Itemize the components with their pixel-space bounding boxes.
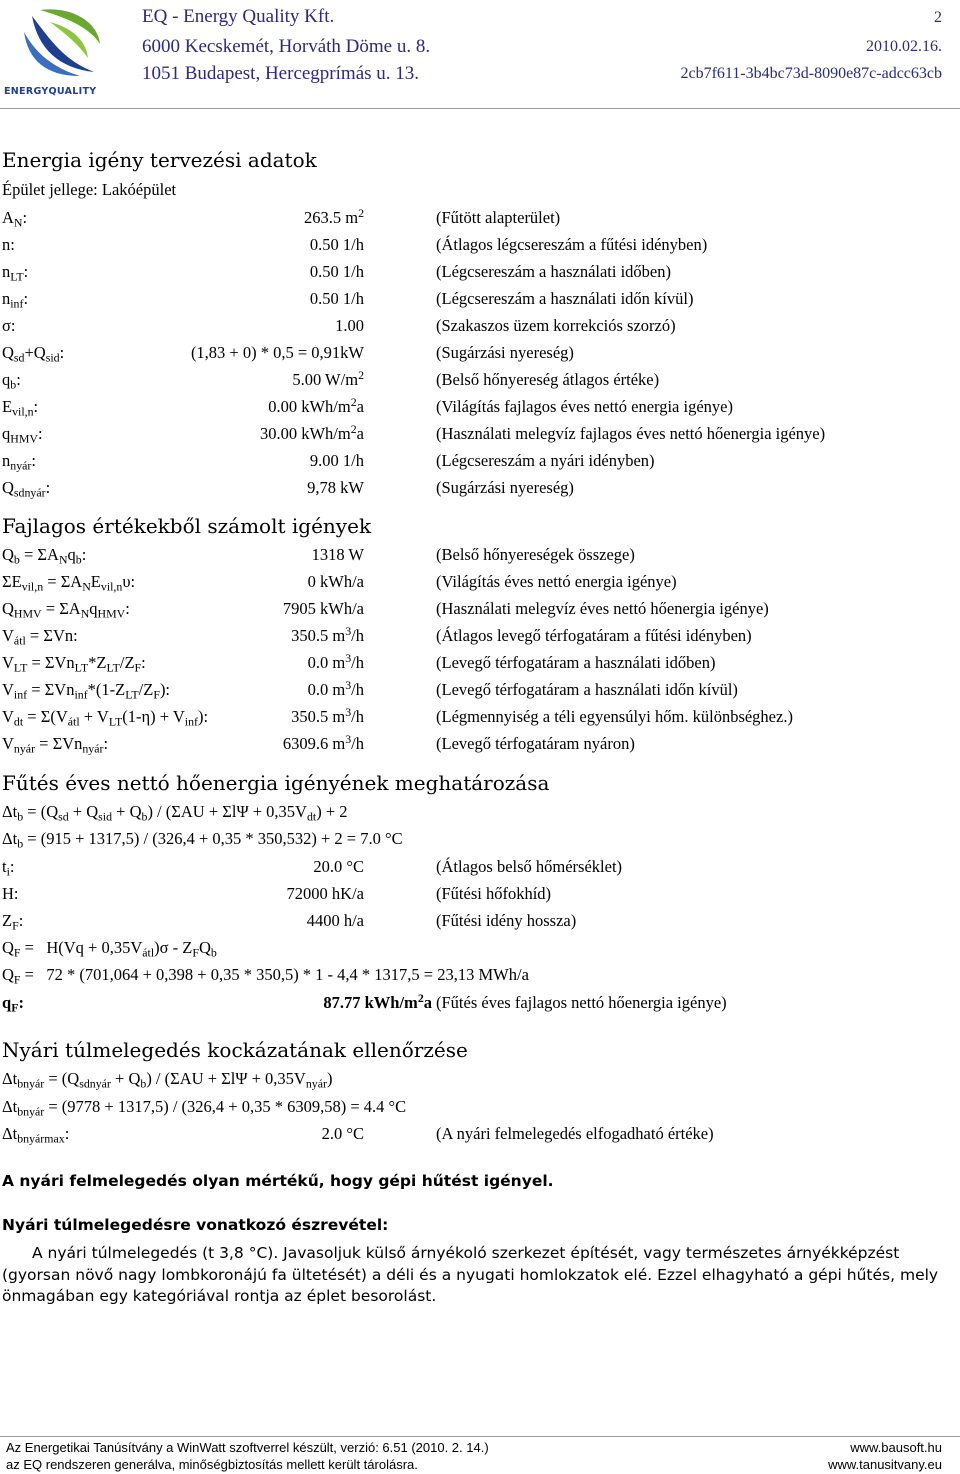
data-row [0, 545, 960, 571]
footer-left-1: Az Energetikai Tanúsítvány a WinWatt szoftverrel készült, verzió: 6.51 (2010. 2. 14.) [6, 1440, 489, 1455]
row-value: 0 kWh/a [307, 572, 364, 591]
row-description: (Levegő térfogatáram nyáron) [436, 734, 635, 753]
section-title-specific: Fajlagos értékekből számolt igények [2, 514, 372, 538]
row-description: (Szakaszos üzem korrekciós szorzó) [436, 316, 676, 335]
qf-formula: $Q_F = H(Vq + 0,35V_{átl})\sigma - Z_FQ_b$ [2, 938, 217, 960]
row-description: (Átlagos belső hőmérséklet) [436, 857, 623, 876]
data-row [0, 993, 960, 1019]
row-label: $q_F$: [2, 993, 24, 1015]
row-label: $V_{átl} = \Sigma Vn$: [2, 626, 78, 648]
remark-text: A nyári túlmelegedés (t 3,8 °C). Javasoljuk külső árnyékoló szerkezet építését, vagy természetes árnyékképzést (gyorsan növő nagy lombkoronájú fa ültetését) a déli és a nyugati homlokzatok elé. Ezzel elhagyható a gépi hűtés, mely önmagában egy kategóriával rontja az éplet besorolást. [2, 1244, 939, 1305]
data-row [0, 653, 960, 679]
row-label: $Q_{sdnyár}$: [2, 478, 51, 500]
data-row [0, 707, 960, 733]
row-value: 87.77 kWh/$m^2a$ [323, 991, 432, 1012]
building-type: Épület jellege: Lakóépület [2, 180, 177, 199]
row-description: (Fűtés éves fajlagos nettó hőenergia igénye) [436, 993, 727, 1012]
company-address-1: 6000 Kecskemét, Horváth Döme u. 8. [142, 36, 431, 57]
data-row [0, 884, 960, 910]
building-type-row [0, 180, 960, 206]
row-value: 72000 hK/a [286, 884, 364, 903]
section-title-summer: Nyári túlmelegedés kockázatának ellenőrzése [2, 1038, 468, 1062]
row-value: (1,83 + 0) * 0,5 = 0,91kW [190, 343, 364, 362]
row-value: 2.0 °C [321, 1124, 364, 1143]
footer-link-tanusitvany[interactable]: www.tanusitvany.eu [828, 1457, 942, 1472]
row-label: σ: [2, 316, 16, 335]
row-label: $Q_{sd}+Q_{sid}$: [2, 343, 65, 365]
footer-divider [0, 1436, 960, 1437]
heating-formula-2: $\Delta t_b = (915 + 1317,5) / (326,4 + 0,35 * 350,532) + 2 = 7.0$ °C [2, 829, 403, 851]
row-label: $A_N$: [2, 208, 28, 230]
row-description: (Fűtött alapterület) [436, 208, 561, 227]
row-description: (A nyári felmelegedés elfogadható értéke) [436, 1124, 714, 1143]
row-label: $\Delta t_{bnyármax}$: [2, 1124, 70, 1146]
row-label: $Z_F$: [2, 911, 24, 933]
formula-line [0, 802, 960, 828]
data-row [0, 680, 960, 706]
data-row [0, 424, 960, 450]
summer-statement: A nyári felmelegedés olyan mértékű, hogy gépi hűtést igényel. [2, 1172, 554, 1190]
row-value: 9.00 1/h [309, 451, 364, 470]
heating-formula-1: $\Delta t_b = (Q_{sd} + Q_{sid} + Q_b) / (\Sigma AU + \Sigma l\Psi + 0,35V_{dt}) + 2$ [2, 802, 348, 824]
row-label: $V_{LT} = \Sigma Vn_{LT}*Z_{LT}/Z_F$: [2, 653, 146, 675]
row-value: 1.00 [335, 316, 364, 335]
row-description: (Átlagos levegő térfogatáram a fűtési idényben) [436, 626, 752, 645]
document-date: 2010.02.16. [866, 38, 942, 55]
row-value: 0.50 1/h [309, 289, 364, 308]
formula-line [0, 1097, 960, 1123]
section-title-design-data: Energia igény tervezési adatok [2, 148, 317, 172]
row-value: 0.0 $m^3/h$ [307, 651, 364, 672]
data-row [0, 1124, 960, 1150]
row-description: (Használati melegvíz fajlagos éves nettó hőenergia igénye) [436, 424, 826, 443]
row-value: 6309.6 $m^3/h$ [282, 732, 364, 753]
row-description: (Levegő térfogatáram a használati időben) [436, 653, 716, 672]
formula-line [0, 1069, 960, 1095]
formula-line [0, 938, 960, 964]
company-name: EQ - Energy Quality Kft. [142, 6, 335, 27]
row-label: $E_{vil,n}$: [2, 397, 39, 419]
logo-wordmark: ENERGYQUALITY [4, 86, 97, 97]
row-description: (Légmennyiség a téli egyensúlyi hőm. különbséghez.) [436, 707, 793, 726]
summer-formula-2: $\Delta t_{bnyár} = (9778 + 1317,5) / (326,4 + 0,35 * 6309,58) = 4.4$ °C [2, 1097, 407, 1119]
row-label: $\Sigma E_{vil,n} = \Sigma A_NE_{vil,n}\upsilon$: [2, 572, 136, 594]
row-label: $n_{LT}$: [2, 262, 29, 284]
row-description: (Sugárzási nyereség) [436, 478, 574, 497]
row-description: (Világítás éves nettó energia igénye) [436, 572, 677, 591]
row-value: 1318 W [311, 545, 364, 564]
formula-line [0, 829, 960, 855]
data-row [0, 289, 960, 315]
data-row [0, 451, 960, 477]
section-title-heating: Fűtés éves nettó hőenergia igényének meghatározása [2, 771, 550, 795]
row-description: (Fűtési idény hossza) [436, 911, 577, 930]
row-value: 350.5 $m^3/h$ [291, 705, 364, 726]
row-description: (Belső hőnyereség átlagos értéke) [436, 370, 660, 389]
qf-calculation: $Q_F = 72 * (701,064 + 0,398 + 0,35 * 350,5) * 1 - 4,4 * 1317,5 = 23,13$ MWh/a [2, 965, 529, 987]
data-row [0, 235, 960, 261]
footer-left-2: az EQ rendszeren generálva, minőségbiztosítás mellett került tárolásra. [6, 1457, 418, 1472]
data-row [0, 626, 960, 652]
formula-line [0, 965, 960, 991]
data-row [0, 478, 960, 504]
row-label: $q_{HMV}$: [2, 424, 43, 446]
row-description: (Fűtési hőfokhíd) [436, 884, 552, 903]
row-value: 30.00 kWh/$m^2a$ [259, 422, 364, 443]
data-row [0, 857, 960, 883]
row-label: $Q_{HMV} = \Sigma A_Nq_{HMV}$: [2, 599, 130, 621]
footer-link-bausoft[interactable]: www.bausoft.hu [850, 1440, 942, 1455]
data-row [0, 734, 960, 760]
data-row [0, 208, 960, 234]
row-value: 20.0 °C [313, 857, 364, 876]
row-label: $q_b$: [2, 370, 21, 392]
row-description: (Átlagos légcsereszám a fűtési idényben) [436, 235, 708, 254]
row-description: (Légcsereszám a nyári idényben) [436, 451, 655, 470]
data-row [0, 397, 960, 423]
data-row [0, 572, 960, 598]
row-value: 0.00 kWh/$m^2a$ [268, 395, 364, 416]
data-row [0, 262, 960, 288]
row-value: 4400 h/a [306, 911, 364, 930]
row-description: (Használati melegvíz éves nettó hőenergia igénye) [436, 599, 769, 618]
document-id: 2cb7f611-3b4bc73d-8090e87c-adcc63cb [680, 65, 942, 82]
company-address-2: 1051 Budapest, Hercegprímás u. 13. [142, 63, 420, 84]
data-row [0, 599, 960, 625]
row-description: (Sugárzási nyereség) [436, 343, 574, 362]
row-description: (Világítás fajlagos éves nettó energia igénye) [436, 397, 733, 416]
row-label: H: [2, 884, 19, 903]
row-label: $V_{inf} = \Sigma Vn_{inf}*(1-Z_{LT}/Z_F)$: [2, 680, 171, 702]
row-label: $n_{inf}$: [2, 289, 29, 311]
row-value: 7905 kWh/a [282, 599, 364, 618]
row-label: $V_{dt} = \Sigma(V_{átl} + V_{LT}(1-\eta) + V_{inf})$: [2, 707, 209, 729]
row-value: 5.00 $W/m^2$ [292, 368, 364, 389]
row-description: (Légcsereszám a használati időn kívül) [436, 289, 694, 308]
header-divider [0, 108, 960, 109]
row-label: $V_{nyár} = \Sigma Vn_{nyár}$: [2, 734, 109, 756]
data-row [0, 316, 960, 342]
row-label: $t_i$: [2, 857, 15, 879]
row-value: 0.50 1/h [309, 235, 364, 254]
data-row [0, 370, 960, 396]
row-value: 0.50 1/h [309, 262, 364, 281]
summer-formula-1: $\Delta t_{bnyár} = (Q_{sdnyár} + Q_b) / (\Sigma AU + \Sigma l\Psi + 0,35V_{nyár})$ [2, 1069, 333, 1091]
row-label: $Q_b = \Sigma A_Nq_b$: [2, 545, 87, 567]
page-number: 2 [934, 9, 942, 26]
row-value: 9,78 kW [307, 478, 364, 497]
row-label: n: [2, 235, 15, 254]
remark-title: Nyári túlmelegedésre vonatkozó észrevétel: [2, 1216, 389, 1234]
company-logo [2, 2, 114, 98]
row-description: (Levegő térfogatáram a használati időn kívül) [436, 680, 738, 699]
row-description: (Belső hőnyereségek összege) [436, 545, 635, 564]
data-row [0, 343, 960, 369]
row-value: 350.5 $m^3/h$ [291, 624, 364, 645]
row-label: $n_{nyár}$: [2, 451, 36, 473]
data-row [0, 911, 960, 937]
row-value: 263.5 $m^2$ [303, 206, 364, 227]
row-description: (Légcsereszám a használati időben) [436, 262, 672, 281]
row-value: 0.0 $m^3/h$ [307, 678, 364, 699]
